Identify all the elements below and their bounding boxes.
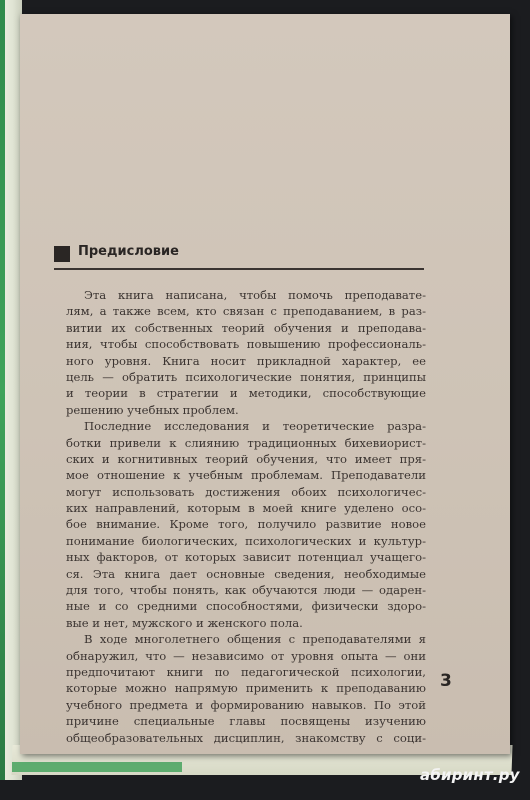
text-line: ния, чтобы способствовать повышению профессиональ-: [66, 337, 426, 352]
text-line: витии их собственных теорий обучения и преподава-: [66, 320, 426, 335]
text-line: ных факторов, от которых зависит потенциал учащего-: [66, 550, 426, 565]
text-line: ные и со средними способностями, физически здоро-: [66, 599, 426, 614]
text-line: В ходе многолетнего общения с преподавателями я: [84, 632, 426, 647]
watermark-text: абиринт.ру: [420, 766, 520, 784]
text-line: учебного предмета и формированию навыков. По этой: [66, 697, 426, 712]
text-line: могут использовать достижения обоих психологичес-: [66, 484, 426, 499]
text-line: причине специальные главы посвящены изучению: [66, 714, 426, 729]
text-line: понимание биологических, психологических и культур-: [66, 533, 426, 548]
text-line: вые и нет, мужского и женского пола.: [66, 615, 303, 630]
text-line: которые можно напрямую применить к преподаванию: [66, 681, 426, 696]
text-line: ских и когнитивных теорий обучения, что имеет пря-: [66, 451, 426, 466]
text-line: Эта книга написана, чтобы помочь преподавате-: [84, 288, 426, 302]
page-number: 3: [440, 671, 452, 691]
heading-square-marker: [54, 246, 70, 262]
text-line: Последние исследования и теоретические разра-: [84, 419, 426, 434]
book-cover-green-stripe: [0, 0, 5, 780]
text-line: обнаружил, что — независимо от уровня опыта — они: [66, 648, 426, 663]
text-line: ких направлений, которым в моей книге уделено осо-: [66, 501, 426, 516]
text-line: лям, а также всем, кто связан с преподаванием, в раз-: [66, 304, 426, 319]
text-line: ботки привели к слиянию традиционных бихевиорист-: [66, 435, 426, 450]
book-back-cover-green-stripe: [12, 762, 182, 772]
text-line: предпочитают книги по педагогической психологии,: [66, 664, 426, 679]
text-line: ного уровня. Книга носит прикладной характер, ее: [66, 353, 426, 368]
text-line: бое внимание. Кроме того, получило развитие новое: [66, 517, 426, 532]
text-line: для того, чтобы понять, как обучаются люди — одарен-: [66, 583, 426, 598]
text-line: мое отношение к учебным проблемам. Преподаватели: [66, 468, 426, 483]
heading-underline: [54, 268, 424, 270]
text-line: ся. Эта книга дает основные сведения, необходимые: [66, 566, 426, 581]
heading-title: Предисловие: [78, 244, 179, 259]
text-line: общеобразовательных дисциплин, знакомству с соци-: [66, 730, 426, 745]
section-heading: [54, 244, 424, 270]
text-line: и теории в стратегии и методики, способствующие: [66, 386, 426, 401]
body-text: [66, 287, 426, 746]
text-line: решению учебных проблем.: [66, 402, 239, 417]
text-line: цель — обратить психологические понятия, принципы: [66, 369, 426, 384]
